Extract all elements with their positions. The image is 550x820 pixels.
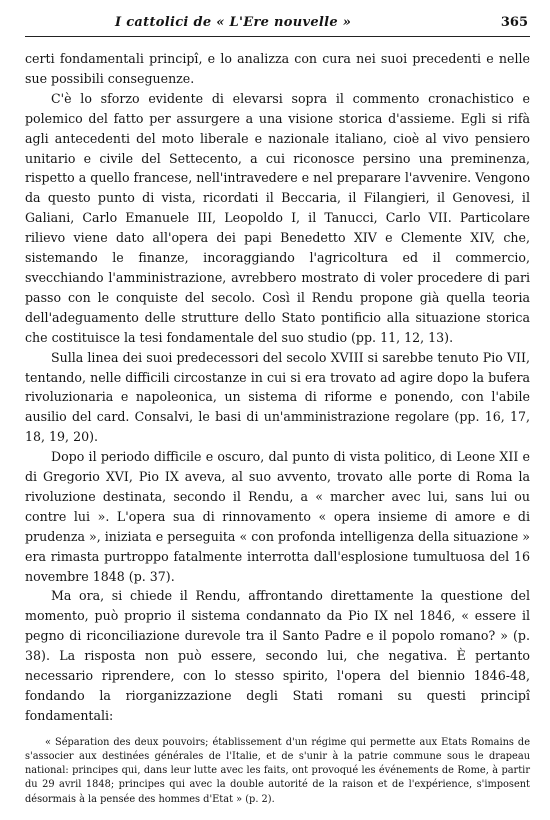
quotation-text: « Séparation des deux pouvoirs; établissement d'un régime qui permette aux Etats Romains de s'associer aux destinées générales de l'Italie, et de s'unir à la patrie commune sous le drapeau national: principes qui, dans leur lutte avec les faits, ont provoqué les événements de Rome, à partir du 29 avril 1848; principes qui avec la double autorité de la raison et de l'expérience, s'imposent désormais à la pensée des hommes d'Etat » (p. 2). <box>25 736 530 805</box>
running-title: I cattolici de « L'Ere nouvelle » <box>115 15 352 30</box>
paragraph: C'è lo sforzo evidente di elevarsi sopra il commento cronachistico e polemico del fatto per assurgere a una visione storica d'assieme. Egli si rifà agli antecedenti del moto liberale e nazionale italiano, cioè al vivo pensiero unitario e civile del Settecento, a cui riconosce persino una preminenza, rispetto a quello francese, nell'intravedere e nel preparare l'avvenire. Vengono da questo punto di vista, ricordati il Beccaria, il Filangieri, il Genovesi, il Galiani, Carlo Emanuele III, Leopoldo I, il Tanucci, Carlo VII. Particolare rilievo viene dato all'opera dei papi Benedetto XIV e Clemente XIV, che, sistemando le finanze, incoraggiando l'agricoltura ed il commercio, svecchiando l'amministrazione, avrebbero mostrato di voler procedere di pari passo con le conquiste del secolo. Così il Rendu propone già quella teoria dell'adeguamento delle strutture dello Stato pontificio alla situazione storica che costituisce la tesi fondamentale del suo studio (pp. 11, 12, 13). <box>25 90 530 345</box>
block-quotation <box>25 736 530 807</box>
book-page <box>25 14 530 807</box>
paragraph-continuation: certi fondamentali principî, e lo analizza con cura nei suoi precedenti e nelle sue possibili conseguenze. <box>25 51 530 86</box>
running-header <box>25 14 530 37</box>
paragraph: Dopo il periodo difficile e oscuro, dal punto di vista politico, di Leone XII e di Gregorio XVI, Pio IX aveva, al suo avvento, trovato alle porte di Roma la rivoluzione destinata, secondo il Rendu, a « marcher avec lui, sans lui ou contre lui ». L'opera sua di rinnovamento « opera insieme di amore e di prudenza », iniziata e perseguita « con profonda intelligenza della situazione » era rimasta purtroppo fatalmente interrotta dall'esplosione tumultuosa del 16 novembre 1848 (p. 37). <box>25 449 530 584</box>
paragraph: Sulla linea dei suoi predecessori del secolo XVIII si sarebbe tenuto Pio VII, tentando, nelle difficili circostanze in cui si era trovato ad agire dopo la bufera rivoluzionaria e napoleonica, un sistema di riforme e ponendo, con l'abile ausilio del card. Consalvi, le basi di un'amministrazione regolare (pp. 16, 17, 18, 19, 20). <box>25 349 530 445</box>
page-number: 365 <box>500 15 528 30</box>
paragraph: Ma ora, si chiede il Rendu, affrontando direttamente la questione del momento, può proprio il sistema condannato da Pio IX nel 1846, « essere il pegno di riconciliazione durevole tra il Santo Padre e il popolo romano? » (p. 38). La risposta non può essere, secondo lui, che negativa. È pertanto necessario riprendere, con lo stesso spirito, l'opera del biennio 1846-48, fondando la riorganizzazione degli Stati romani su questi principî fondamentali: <box>25 588 530 723</box>
body-text <box>25 49 530 726</box>
